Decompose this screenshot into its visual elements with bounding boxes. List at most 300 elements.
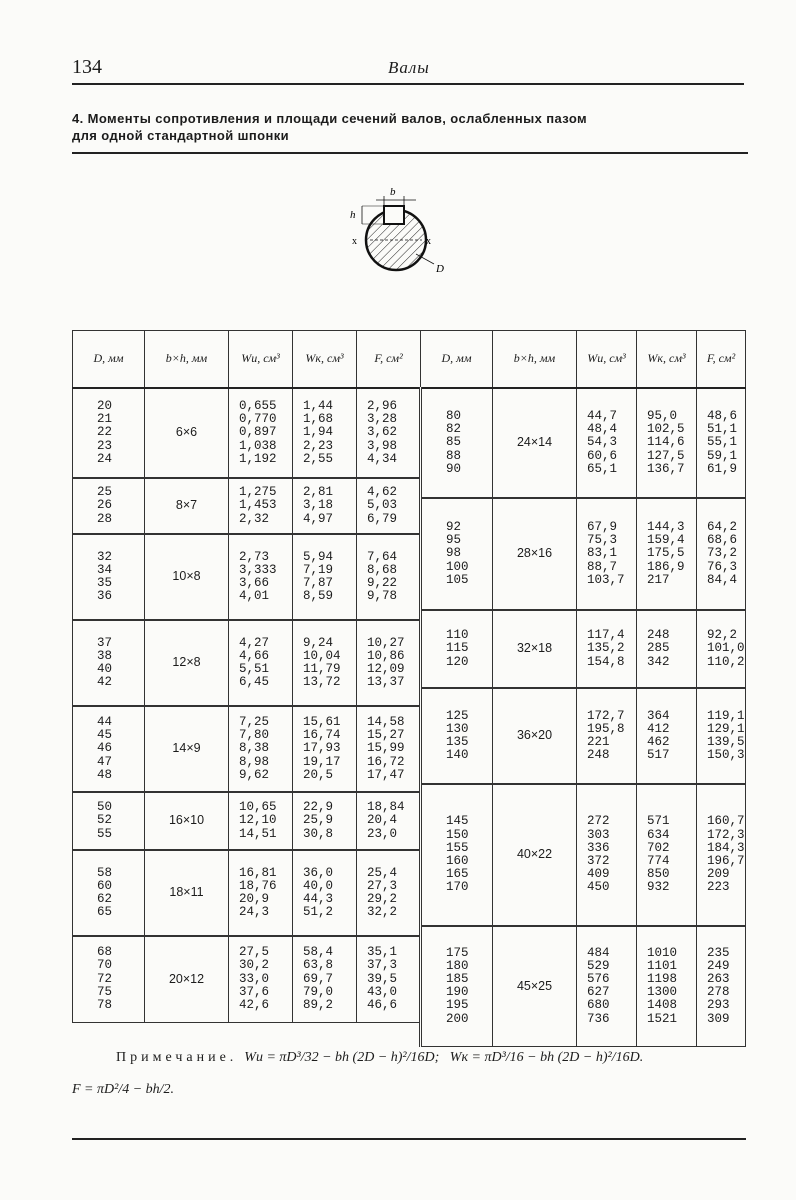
modulus-value: 7,19 bbox=[303, 562, 334, 577]
modulus-value: 144,3 bbox=[647, 519, 685, 534]
key-size-label: 12×8 bbox=[172, 655, 201, 670]
area-value: 9,22 bbox=[367, 576, 398, 590]
left-group-3-wi-cell bbox=[229, 620, 293, 706]
value-list bbox=[73, 637, 144, 690]
area-value: 14,58 bbox=[367, 714, 405, 729]
modulus-value: 36,0 bbox=[303, 865, 334, 880]
modulus-value: 517 bbox=[647, 748, 670, 763]
diameter-value: 190 bbox=[446, 985, 469, 1000]
value-list bbox=[229, 716, 292, 782]
diameter-value: 44 bbox=[97, 714, 113, 729]
area-value: 16,72 bbox=[367, 754, 405, 769]
modulus-value: 7,80 bbox=[239, 728, 270, 743]
modulus-value: 15,61 bbox=[303, 714, 341, 729]
area-value: 35,1 bbox=[367, 945, 398, 960]
value-list bbox=[697, 410, 745, 476]
area-value: 10,27 bbox=[367, 635, 405, 650]
modulus-value: 44,3 bbox=[303, 892, 334, 906]
key-size-label: 28×16 bbox=[516, 546, 553, 561]
area-value: 235 bbox=[707, 945, 730, 960]
area-value: 12,09 bbox=[367, 662, 405, 676]
left-group-2-f-cell bbox=[357, 534, 421, 620]
modulus-value: 248 bbox=[647, 628, 670, 643]
diameter-value: 105 bbox=[446, 572, 469, 587]
modulus-value: 60,6 bbox=[587, 448, 618, 463]
right-group-5-f-cell bbox=[697, 926, 746, 1046]
area-value: 43,0 bbox=[367, 984, 398, 999]
key-size-label: 10×8 bbox=[172, 569, 201, 584]
col-header-f-right: F, см² bbox=[697, 331, 746, 389]
left-group-1-f-cell bbox=[357, 478, 421, 534]
label-b: b bbox=[390, 186, 396, 198]
value-list bbox=[357, 801, 419, 841]
modulus-value: 634 bbox=[647, 827, 670, 842]
area-value: 223 bbox=[707, 880, 730, 895]
diameter-value: 48 bbox=[97, 767, 113, 782]
footer-rule bbox=[72, 1138, 746, 1140]
area-value: 4,34 bbox=[367, 451, 398, 466]
modulus-value: 24,3 bbox=[239, 905, 270, 920]
modulus-value: 702 bbox=[647, 840, 670, 855]
key-size-label: 14×9 bbox=[172, 741, 201, 756]
area-value: 209 bbox=[707, 867, 730, 882]
diameter-value: 140 bbox=[446, 748, 469, 763]
value-list bbox=[229, 867, 292, 920]
title-rule bbox=[72, 152, 748, 154]
modulus-value: 372 bbox=[587, 854, 610, 868]
left-group-5-bh-cell bbox=[145, 792, 229, 850]
area-value: 92,2 bbox=[707, 628, 738, 643]
diameter-value: 32 bbox=[97, 549, 113, 564]
modulus-value: 272 bbox=[587, 814, 610, 829]
modulus-value: 1300 bbox=[647, 985, 678, 1000]
left-group-6-wk-cell bbox=[293, 850, 357, 936]
modulus-value: 13,72 bbox=[303, 675, 341, 690]
right-group-4-wk-cell bbox=[637, 784, 697, 926]
area-value: 20,4 bbox=[367, 813, 398, 828]
modulus-value: 342 bbox=[647, 654, 670, 669]
modulus-value: 117,4 bbox=[587, 628, 625, 643]
diameter-value: 80 bbox=[446, 408, 462, 423]
value-list bbox=[422, 521, 492, 587]
left-group-4-bh-cell bbox=[145, 706, 229, 792]
modulus-value: 67,9 bbox=[587, 519, 618, 534]
area-value: 119,1 bbox=[707, 708, 745, 723]
modulus-value: 484 bbox=[587, 945, 610, 960]
left-group-6-d-cell bbox=[73, 850, 145, 936]
left-group-7-wk-cell bbox=[293, 936, 357, 1022]
diameter-value: 82 bbox=[446, 422, 462, 437]
left-group-2-d-cell bbox=[73, 534, 145, 620]
area-value: 15,27 bbox=[367, 728, 405, 743]
right-group-3-f-cell bbox=[697, 688, 746, 784]
left-group-7-bh-cell bbox=[145, 936, 229, 1022]
key-size-label: 20×12 bbox=[168, 971, 205, 986]
modulus-value: 303 bbox=[587, 827, 610, 842]
right-group-5-wk-cell bbox=[637, 926, 697, 1046]
value-list bbox=[229, 551, 292, 604]
value-list bbox=[637, 410, 696, 476]
shaft-data-table bbox=[72, 330, 746, 1047]
modulus-value: 95,0 bbox=[647, 408, 678, 423]
right-group-4-wi-cell bbox=[577, 784, 637, 926]
modulus-value: 4,97 bbox=[303, 511, 334, 526]
area-value: 61,9 bbox=[707, 461, 738, 476]
right-group-3-bh-cell bbox=[493, 688, 577, 784]
modulus-value: 22,9 bbox=[303, 800, 334, 815]
area-value: 48,6 bbox=[707, 408, 738, 423]
modulus-value: 10,04 bbox=[303, 648, 341, 663]
modulus-value: 450 bbox=[587, 880, 610, 895]
left-group-3-bh-cell bbox=[145, 620, 229, 706]
left-group-5-wi-cell bbox=[229, 792, 293, 850]
modulus-value: 529 bbox=[587, 958, 610, 973]
value-list bbox=[229, 486, 292, 526]
value-list bbox=[697, 710, 745, 763]
running-head: Валы bbox=[388, 58, 430, 77]
left-group-0-d-cell bbox=[73, 388, 145, 478]
area-value: 3,28 bbox=[367, 412, 398, 427]
area-value: 23,0 bbox=[367, 826, 398, 841]
area-value: 59,1 bbox=[707, 448, 738, 463]
modulus-value: 159,4 bbox=[647, 533, 685, 548]
diameter-value: 180 bbox=[446, 958, 469, 973]
modulus-value: 336 bbox=[587, 840, 610, 855]
diameter-value: 115 bbox=[446, 641, 469, 656]
area-value: 17,47 bbox=[367, 767, 405, 782]
right-group-1-wi-cell bbox=[577, 498, 637, 610]
modulus-value: 69,7 bbox=[303, 971, 334, 986]
area-value: 84,4 bbox=[707, 572, 738, 587]
modulus-value: 1408 bbox=[647, 998, 678, 1013]
right-group-2-wk-cell bbox=[637, 610, 697, 688]
modulus-value: 4,01 bbox=[239, 589, 270, 604]
note-label: Примечание. bbox=[116, 1050, 238, 1065]
label-x-right: x bbox=[426, 236, 431, 247]
value-list bbox=[422, 629, 492, 669]
modulus-value: 3,66 bbox=[239, 576, 270, 590]
diameter-value: 23 bbox=[97, 438, 113, 453]
modulus-value: 412 bbox=[647, 721, 670, 736]
modulus-value: 127,5 bbox=[647, 448, 685, 463]
value-list bbox=[422, 710, 492, 763]
modulus-value: 1,44 bbox=[303, 398, 334, 413]
modulus-value: 2,32 bbox=[239, 511, 270, 526]
key-size-label: 24×14 bbox=[516, 435, 553, 450]
label-x-left: x bbox=[352, 236, 357, 247]
diameter-value: 40 bbox=[97, 662, 113, 676]
right-group-2-wi-cell bbox=[577, 610, 637, 688]
modulus-value: 4,66 bbox=[239, 648, 270, 663]
left-group-1-d-cell bbox=[73, 478, 145, 534]
value-list bbox=[73, 716, 144, 782]
diameter-value: 110 bbox=[446, 628, 469, 643]
value-list bbox=[577, 521, 636, 587]
modulus-value: 1521 bbox=[647, 1011, 678, 1026]
modulus-value: 65,1 bbox=[587, 461, 618, 476]
modulus-value: 1,038 bbox=[239, 438, 277, 453]
value-list bbox=[357, 637, 419, 690]
shaft-cross-section-figure bbox=[346, 184, 456, 284]
modulus-value: 18,76 bbox=[239, 878, 277, 893]
modulus-value: 627 bbox=[587, 985, 610, 1000]
left-group-1-bh-cell bbox=[145, 478, 229, 534]
diameter-value: 100 bbox=[446, 559, 469, 574]
modulus-value: 195,8 bbox=[587, 721, 625, 736]
modulus-value: 9,62 bbox=[239, 767, 270, 782]
right-group-2-d-cell bbox=[421, 610, 493, 688]
diameter-value: 60 bbox=[97, 878, 113, 893]
diameter-value: 170 bbox=[446, 880, 469, 895]
diameter-value: 90 bbox=[446, 461, 462, 476]
modulus-value: 30,2 bbox=[239, 958, 270, 973]
value-list bbox=[577, 710, 636, 763]
diameter-value: 62 bbox=[97, 892, 113, 906]
modulus-value: 8,38 bbox=[239, 741, 270, 756]
area-value: 76,3 bbox=[707, 559, 738, 574]
modulus-value: 1,275 bbox=[239, 485, 277, 500]
table-body bbox=[73, 388, 746, 1046]
area-value: 196,7 bbox=[707, 854, 745, 868]
modulus-value: 30,8 bbox=[303, 826, 334, 841]
modulus-value: 103,7 bbox=[587, 572, 625, 587]
modulus-value: 5,51 bbox=[239, 662, 270, 676]
diameter-value: 75 bbox=[97, 984, 113, 999]
value-list bbox=[357, 867, 419, 920]
value-list bbox=[293, 400, 356, 466]
wi-formula: Wи = πD³/32 − bh (2D − h)²/16D; bbox=[244, 1050, 440, 1065]
value-list bbox=[293, 867, 356, 920]
modulus-value: 20,9 bbox=[239, 892, 270, 906]
table-title-line-2: для одной стандартной шпонки bbox=[72, 128, 289, 143]
area-value: 110,2 bbox=[707, 654, 745, 669]
modulus-value: 932 bbox=[647, 880, 670, 895]
value-list bbox=[229, 400, 292, 466]
diameter-value: 65 bbox=[97, 905, 113, 920]
diameter-value: 145 bbox=[446, 814, 469, 829]
diameter-value: 38 bbox=[97, 648, 113, 663]
modulus-value: 1,192 bbox=[239, 451, 277, 466]
left-group-0-wk-cell bbox=[293, 388, 357, 478]
area-value: 25,4 bbox=[367, 865, 398, 880]
value-list bbox=[73, 551, 144, 604]
value-list bbox=[73, 400, 144, 466]
value-list bbox=[293, 637, 356, 690]
left-group-5-d-cell bbox=[73, 792, 145, 850]
area-value: 101,0 bbox=[707, 641, 745, 656]
modulus-value: 0,655 bbox=[239, 398, 277, 413]
value-list bbox=[293, 486, 356, 526]
diameter-value: 70 bbox=[97, 958, 113, 973]
left-group-6-wi-cell bbox=[229, 850, 293, 936]
right-group-0-wi-cell bbox=[577, 388, 637, 498]
area-value: 64,2 bbox=[707, 519, 738, 534]
modulus-value: 75,3 bbox=[587, 533, 618, 548]
diameter-value: 50 bbox=[97, 800, 113, 815]
diameter-value: 21 bbox=[97, 412, 113, 427]
modulus-value: 774 bbox=[647, 854, 670, 868]
modulus-value: 54,3 bbox=[587, 435, 618, 450]
value-list bbox=[422, 947, 492, 1026]
modulus-value: 44,7 bbox=[587, 408, 618, 423]
modulus-value: 89,2 bbox=[303, 998, 334, 1013]
key-size-label: 40×22 bbox=[516, 847, 553, 862]
modulus-value: 7,25 bbox=[239, 714, 270, 729]
value-list bbox=[577, 410, 636, 476]
modulus-value: 1010 bbox=[647, 945, 678, 960]
table-header-row bbox=[73, 331, 746, 389]
diameter-value: 36 bbox=[97, 589, 113, 604]
value-list bbox=[229, 946, 292, 1012]
modulus-value: 136,7 bbox=[647, 461, 685, 476]
value-list bbox=[637, 710, 696, 763]
diameter-value: 28 bbox=[97, 511, 113, 526]
right-group-0-wk-cell bbox=[637, 388, 697, 498]
left-group-7-wi-cell bbox=[229, 936, 293, 1022]
diameter-value: 98 bbox=[446, 546, 462, 561]
modulus-value: 33,0 bbox=[239, 971, 270, 986]
label-d: D bbox=[436, 263, 444, 275]
left-group-0-wi-cell bbox=[229, 388, 293, 478]
value-list bbox=[637, 521, 696, 587]
value-list bbox=[293, 946, 356, 1012]
modulus-value: 2,81 bbox=[303, 485, 334, 500]
value-list bbox=[697, 947, 745, 1026]
value-list bbox=[422, 815, 492, 894]
value-list bbox=[577, 629, 636, 669]
right-group-3-wk-cell bbox=[637, 688, 697, 784]
left-group-2-bh-cell bbox=[145, 534, 229, 620]
modulus-value: 1101 bbox=[647, 958, 678, 973]
modulus-value: 102,5 bbox=[647, 422, 685, 437]
value-list bbox=[577, 815, 636, 894]
area-value: 8,68 bbox=[367, 562, 398, 577]
area-value: 184,3 bbox=[707, 840, 745, 855]
diameter-value: 175 bbox=[446, 945, 469, 960]
left-group-3-d-cell bbox=[73, 620, 145, 706]
modulus-value: 0,770 bbox=[239, 412, 277, 427]
value-list bbox=[357, 400, 419, 466]
area-value: 2,96 bbox=[367, 398, 398, 413]
modulus-value: 42,6 bbox=[239, 998, 270, 1013]
modulus-value: 6,45 bbox=[239, 675, 270, 690]
diameter-value: 78 bbox=[97, 998, 113, 1013]
modulus-value: 114,6 bbox=[647, 435, 685, 450]
value-list bbox=[637, 815, 696, 894]
right-group-2-f-cell bbox=[697, 610, 746, 688]
value-list bbox=[73, 801, 144, 841]
modulus-value: 1,68 bbox=[303, 412, 334, 427]
diameter-value: 72 bbox=[97, 971, 113, 986]
modulus-value: 25,9 bbox=[303, 813, 334, 828]
diameter-value: 125 bbox=[446, 708, 469, 723]
area-value: 15,99 bbox=[367, 741, 405, 756]
col-header-wk-right: Wк, см³ bbox=[637, 331, 697, 389]
left-group-1-wi-cell bbox=[229, 478, 293, 534]
diameter-value: 185 bbox=[446, 972, 469, 987]
left-group-4-wi-cell bbox=[229, 706, 293, 792]
modulus-value: 20,5 bbox=[303, 767, 334, 782]
left-group-2-wi-cell bbox=[229, 534, 293, 620]
diameter-value: 92 bbox=[446, 519, 462, 534]
wk-formula: Wк = πD³/16 − bh (2D − h)²/16D. bbox=[449, 1050, 644, 1065]
area-value: 4,62 bbox=[367, 485, 398, 500]
value-list bbox=[293, 716, 356, 782]
value-list bbox=[229, 637, 292, 690]
left-group-4-f-cell bbox=[357, 706, 421, 792]
area-value: 55,1 bbox=[707, 435, 738, 450]
right-group-4-bh-cell bbox=[493, 784, 577, 926]
area-value: 139,5 bbox=[707, 735, 745, 749]
diameter-value: 52 bbox=[97, 813, 113, 828]
area-value: 27,3 bbox=[367, 878, 398, 893]
right-group-0-f-cell bbox=[697, 388, 746, 498]
left-group-5-f-cell bbox=[357, 792, 421, 850]
left-group-4-d-cell bbox=[73, 706, 145, 792]
modulus-value: 172,7 bbox=[587, 708, 625, 723]
modulus-value: 1,453 bbox=[239, 498, 277, 513]
area-value: 309 bbox=[707, 1011, 730, 1026]
diameter-value: 195 bbox=[446, 998, 469, 1013]
right-group-0-bh-cell bbox=[493, 388, 577, 498]
diameter-value: 88 bbox=[446, 448, 462, 463]
modulus-value: 17,93 bbox=[303, 741, 341, 756]
right-group-1-bh-cell bbox=[493, 498, 577, 610]
col-header-d-left: D, мм bbox=[73, 331, 145, 389]
modulus-value: 2,55 bbox=[303, 451, 334, 466]
value-list bbox=[73, 486, 144, 526]
right-group-1-d-cell bbox=[421, 498, 493, 610]
area-value: 29,2 bbox=[367, 892, 398, 906]
right-group-1-f-cell bbox=[697, 498, 746, 610]
value-list bbox=[577, 947, 636, 1026]
left-group-6-f-cell bbox=[357, 850, 421, 936]
left-group-7-d-cell bbox=[73, 936, 145, 1022]
area-value: 10,86 bbox=[367, 648, 405, 663]
left-group-2-wk-cell bbox=[293, 534, 357, 620]
value-list bbox=[293, 551, 356, 604]
area-value: 160,7 bbox=[707, 814, 745, 829]
diameter-value: 47 bbox=[97, 754, 113, 769]
modulus-value: 4,27 bbox=[239, 635, 270, 650]
left-group-0-bh-cell bbox=[145, 388, 229, 478]
modulus-value: 14,51 bbox=[239, 826, 277, 841]
diameter-value: 200 bbox=[446, 1011, 469, 1026]
modulus-value: 5,94 bbox=[303, 549, 334, 564]
value-list bbox=[73, 867, 144, 920]
modulus-value: 10,65 bbox=[239, 800, 277, 815]
col-header-wi-left: Wи, см³ bbox=[229, 331, 293, 389]
modulus-value: 680 bbox=[587, 998, 610, 1013]
modulus-value: 8,59 bbox=[303, 589, 334, 604]
diameter-value: 165 bbox=[446, 867, 469, 882]
modulus-value: 9,24 bbox=[303, 635, 334, 650]
diameter-value: 25 bbox=[97, 485, 113, 500]
modulus-value: 11,79 bbox=[303, 662, 341, 676]
value-list bbox=[422, 410, 492, 476]
right-group-5-wi-cell bbox=[577, 926, 637, 1046]
diameter-value: 58 bbox=[97, 865, 113, 880]
modulus-value: 248 bbox=[587, 748, 610, 763]
modulus-value: 576 bbox=[587, 972, 610, 987]
key-size-label: 45×25 bbox=[516, 978, 553, 993]
area-value: 249 bbox=[707, 958, 730, 973]
area-value: 7,64 bbox=[367, 549, 398, 564]
diameter-value: 68 bbox=[97, 945, 113, 960]
left-group-1-wk-cell bbox=[293, 478, 357, 534]
area-value: 3,62 bbox=[367, 425, 398, 440]
diameter-value: 95 bbox=[446, 533, 462, 548]
